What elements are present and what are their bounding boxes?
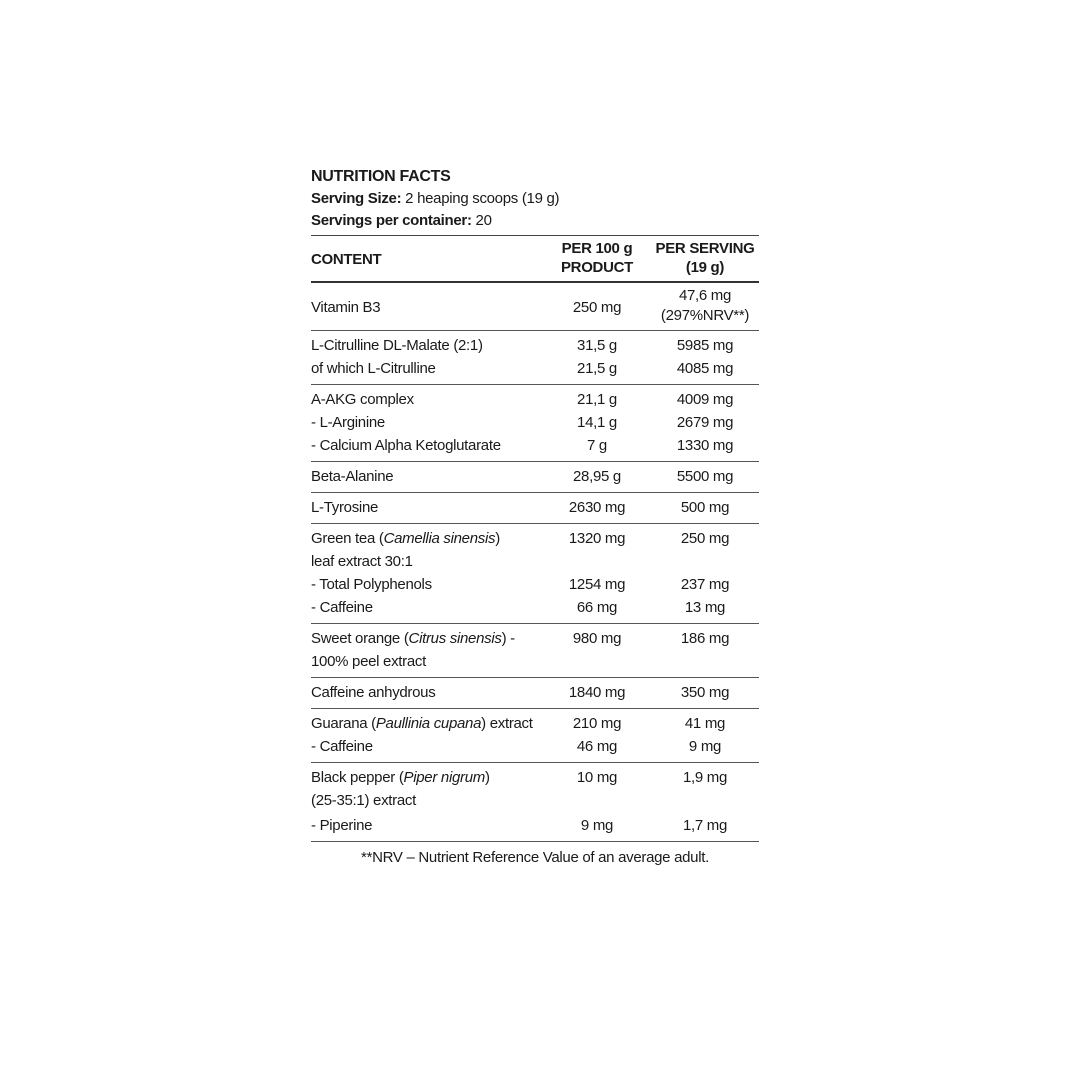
- col-serving-line1: PER SERVING: [655, 240, 755, 257]
- row-name-latin: Paullinia cupana: [375, 715, 482, 732]
- row-serving: 186 mg: [680, 630, 730, 647]
- row-per100: 250 mg: [572, 299, 622, 316]
- col-serving-line2: (19 g): [685, 259, 725, 276]
- row-name-text: ) extract: [481, 715, 533, 732]
- row-name-continued: 100% peel extract: [311, 653, 426, 670]
- row-name: L-Citrulline DL-Malate (2:1): [311, 337, 483, 354]
- row-per100: 1840 mg: [568, 684, 626, 701]
- row-serving: 1,9 mg: [682, 769, 728, 786]
- row-serving: 9 mg: [688, 738, 722, 755]
- row-per100: 46 mg: [576, 738, 618, 755]
- serving-size-line: [311, 188, 759, 210]
- row-black-pepper: [311, 763, 759, 842]
- row-guarana: [311, 709, 759, 763]
- row-name: [311, 712, 543, 735]
- row-name: [311, 627, 543, 650]
- col-per100-line2: PRODUCT: [560, 259, 634, 276]
- row-per100: 9 mg: [580, 817, 614, 834]
- row-serving: 2679 mg: [676, 414, 734, 431]
- row-serving: 250 mg: [680, 530, 730, 547]
- row-name-text: Sweet orange (: [311, 630, 409, 647]
- row-serving: 4085 mg: [676, 360, 734, 377]
- row-serving: 5985 mg: [676, 337, 734, 354]
- row-serving: 5500 mg: [676, 468, 734, 485]
- row-sweet-orange: [311, 624, 759, 678]
- col-serving-header: [651, 239, 759, 277]
- row-per100: 21,1 g: [577, 391, 617, 408]
- row-name: Beta-Alanine: [311, 468, 394, 485]
- servings-value: 20: [471, 212, 492, 229]
- row-serving: 1,7 mg: [682, 817, 728, 834]
- row-serving: 1330 mg: [676, 437, 734, 454]
- row-name-latin: Camellia sinensis: [383, 530, 496, 547]
- row-name-text: Guarana (: [311, 715, 376, 732]
- row-name: [311, 527, 543, 550]
- row-name: - Total Polyphenols: [311, 576, 432, 593]
- row-vitamin-b3: [311, 283, 759, 331]
- row-name: - Caffeine: [311, 599, 373, 616]
- row-name-text: ): [495, 530, 500, 547]
- row-per100: 2630 mg: [568, 499, 626, 516]
- row-serving: 237 mg: [680, 576, 730, 593]
- row-name-latin: Citrus sinensis: [408, 630, 502, 647]
- row-serving: 13 mg: [684, 599, 726, 616]
- row-serving: 350 mg: [680, 684, 730, 701]
- row-green-tea: [311, 524, 759, 624]
- nutrition-header: [311, 166, 759, 232]
- row-serving: 500 mg: [680, 499, 730, 516]
- row-l-tyrosine: [311, 493, 759, 524]
- row-name: - L-Arginine: [311, 414, 385, 431]
- row-per100: 14,1 g: [577, 414, 617, 431]
- serving-size-label: Serving Size:: [311, 190, 402, 207]
- col-content-header: CONTENT: [311, 251, 382, 268]
- nutrition-facts-panel: [311, 166, 759, 869]
- row-name: A-AKG complex: [311, 391, 414, 408]
- row-per100: 21,5 g: [577, 360, 617, 377]
- row-l-citrulline: [311, 331, 759, 385]
- row-name: Vitamin B3: [311, 299, 381, 316]
- col-per100-line1: PER 100 g: [561, 240, 633, 257]
- row-name: - Piperine: [311, 817, 373, 834]
- row-name: - Caffeine: [311, 738, 373, 755]
- row-per100: 7 g: [587, 437, 607, 454]
- nrv-footnote: **NRV – Nutrient Reference Value of an average adult.: [361, 849, 709, 866]
- row-per100: 31,5 g: [577, 337, 617, 354]
- row-name: Caffeine anhydrous: [311, 684, 436, 701]
- column-header-row: [311, 236, 759, 283]
- row-per100: 28,95 g: [573, 468, 621, 485]
- row-name-text: ) -: [501, 630, 515, 647]
- serving-size-value: 2 heaping scoops (19 g): [401, 190, 560, 207]
- row-per100: 1320 mg: [568, 530, 626, 547]
- row-serving-line2: (297%NRV**): [660, 307, 750, 324]
- row-per100: 66 mg: [576, 599, 618, 616]
- servings-label: Servings per container:: [311, 212, 472, 229]
- row-name-text: Green tea (: [311, 530, 384, 547]
- row-name: of which L-Citrulline: [311, 360, 436, 377]
- row-name-latin: Piper nigrum: [403, 769, 485, 786]
- row-name-continued: (25-35:1) extract: [311, 792, 416, 809]
- row-serving-line1: 47,6 mg: [678, 287, 732, 304]
- row-name: [311, 766, 543, 789]
- row-per100: 10 mg: [576, 769, 618, 786]
- row-name-text: ): [484, 769, 490, 786]
- row-per100: 980 mg: [572, 630, 622, 647]
- col-per100-header: [543, 239, 651, 277]
- row-a-akg-complex: [311, 385, 759, 462]
- row-per100: 210 mg: [572, 715, 622, 732]
- row-name: L-Tyrosine: [311, 499, 379, 516]
- servings-per-container-line: [311, 210, 759, 232]
- row-serving: [651, 286, 759, 326]
- row-beta-alanine: [311, 462, 759, 493]
- row-name-continued: leaf extract 30:1: [311, 553, 413, 570]
- row-serving: 4009 mg: [676, 391, 734, 408]
- row-caffeine-anhydrous: [311, 678, 759, 709]
- row-name: - Calcium Alpha Ketoglutarate: [311, 437, 501, 454]
- row-serving: 41 mg: [684, 715, 726, 732]
- nutrition-title: NUTRITION FACTS: [311, 168, 451, 185]
- row-per100: 1254 mg: [568, 576, 626, 593]
- row-name-text: Black pepper (: [311, 769, 404, 786]
